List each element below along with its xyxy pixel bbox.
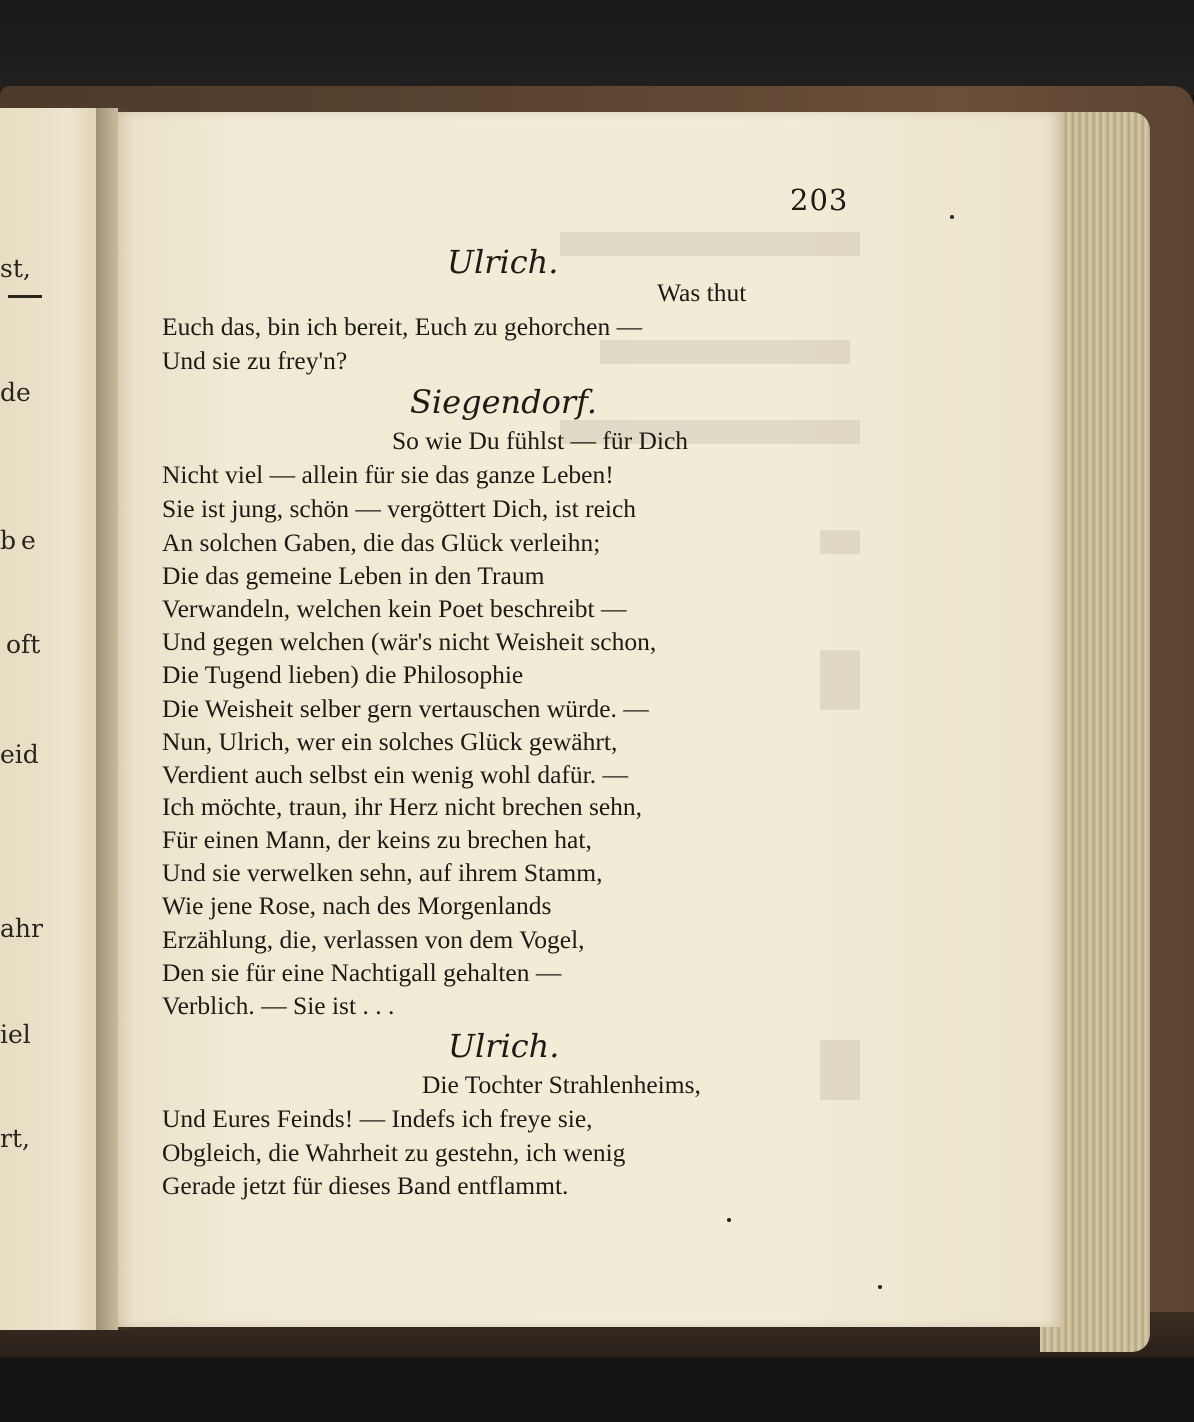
verse-line: Sie ist jung, schön — vergöttert Dich, ist reich [162,494,637,523]
verse-line: Euch das, bin ich bereit, Euch zu gehorchen — [162,312,643,341]
verse-line: Verdient auch selbst ein wenig wohl dafür. — [162,760,628,789]
show-through [820,530,860,554]
verse-line: Und Eures Feinds! — Indefs ich freye sie, [162,1104,593,1133]
page-number: 203 [790,183,849,217]
verse-line: Für einen Mann, der keins zu brechen hat, [162,825,592,854]
verse-line: Verblich. — Sie ist . . . [162,991,395,1020]
verse-line: An solchen Gaben, die das Glück verleihn; [162,528,601,557]
left-fragment: rt, [0,1124,30,1153]
verse-line: Die Tugend lieben) die Philosophie [162,660,524,689]
gutter-shadow [96,108,134,1330]
verse-line: Und sie zu frey'n? [162,346,348,375]
left-fragment: be [0,526,41,555]
verse-line: Die Tochter Strahlenheims, [422,1070,701,1099]
paper-speck [950,215,954,219]
verse-line: So wie Du fühlst — für Dich [392,426,689,455]
paper-speck [727,1218,731,1222]
speaker-name: Siegendorf. [410,383,598,421]
left-fragment: ahr [0,914,43,943]
left-fragment: iel [0,1020,31,1049]
verse-line: Die das gemeine Leben in den Traum [162,561,545,590]
verse-line: Erzählung, die, verlassen von dem Vogel, [162,925,585,954]
verse-line: Obgleich, die Wahrheit zu gestehn, ich wenig [162,1138,626,1167]
speaker-name: Ulrich. [448,1027,560,1065]
verse-line: Was thut [657,278,747,307]
show-through [820,650,860,710]
left-dash [8,295,42,298]
verse-line: Verwandeln, welchen kein Poet beschreibt — [162,594,627,623]
verse-line: Und sie verwelken sehn, auf ihrem Stamm, [162,858,603,887]
show-through [820,1040,860,1100]
verse-line: Nun, Ulrich, wer ein solches Glück gewährt, [162,727,618,756]
left-fragment: de [0,378,31,407]
show-through [600,340,850,364]
dark-background [0,0,1194,95]
left-fragment: st, [0,254,31,283]
verse-line: Wie jene Rose, nach des Morgenlands [162,891,552,920]
left-fragment: eid [0,740,39,769]
verse-line: Den sie für eine Nachtigall gehalten — [162,958,562,987]
verse-line: Und gegen welchen (wär's nicht Weisheit schon, [162,627,657,656]
show-through [560,232,860,256]
verse-line: Die Weisheit selber gern vertauschen würde. — [162,694,649,723]
paper-speck [878,1285,882,1289]
verse-line: Ich möchte, traun, ihr Herz nicht brechen sehn, [162,792,643,821]
verse-line: Gerade jetzt für dieses Band entflammt. [162,1171,569,1200]
speaker-name: Ulrich. [447,243,559,281]
verse-line: Nicht viel — allein für sie das ganze Leben! [162,460,614,489]
left-fragment: oft [6,630,41,659]
